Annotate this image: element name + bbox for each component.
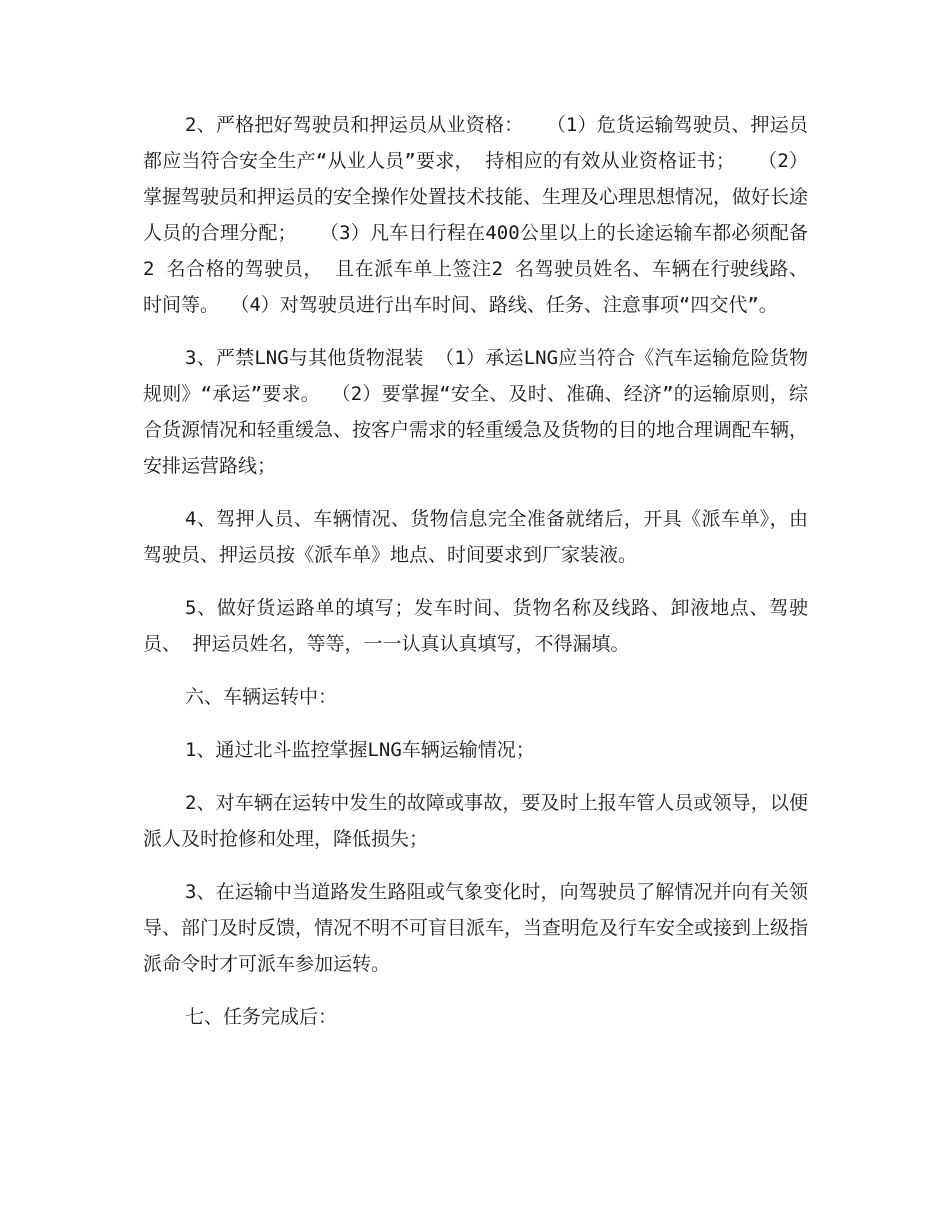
paragraph-lng-no-mixed-loading: 3、严禁LNG与其他货物混装 （1）承运LNG应当符合《汽车运输危险货物规则》“承运”要求。 （2）要掌握“安全、及时、准确、经济”的运输原则，综合货源情况和轻重缓急、按客户需求的轻重缓急及货物的目的地合理调配车辆，安排运营路线； xyxy=(143,347,809,477)
paragraph-dispatch-note: 4、驾押人员、车辆情况、货物信息完全准备就绪后，开具《派车单》，由驾驶员、押运员按《派车单》地点、时间要求到厂家装液。 xyxy=(143,508,808,566)
paragraph-fault-reporting: 2、对车辆在运转中发生的故障或事故，要及时上报车管人员或领导，以便派人及时抢修和处理，降低损失； xyxy=(143,792,808,850)
paragraph-driver-qualification: 2、严格把好驾驶员和押运员从业资格： （1）危货运输驾驶员、押运员都应当符合安全生产“从业人员”要求， 持相应的有效从业资格证书； （2）掌握驾驶员和押运员的安全操作处置技术技能、生理及心理思想情况，做好长途人员的合理分配； （3）凡车日行程在400公里以上的长途运输车都必须配备2 名合格的驾驶员， 且在派车单上签注2 名驾驶员姓名、车辆在行驶线路、时间等。 （4）对驾驶员进行出车时间、路线、任务、注意事项“四交代”。 xyxy=(143,114,809,316)
section-heading-task-completion: 七、任务完成后： xyxy=(185,1006,338,1028)
paragraph-road-weather: 3、在运输中当道路发生路阻或气象变化时，向驾驶员了解情况并向有关领导、部门及时反馈，情况不明不可盲目派车，当查明危及行车安全或接到上级指派命令时才可派车参加运转。 xyxy=(143,881,809,975)
document-body xyxy=(143,107,808,1052)
section-heading-vehicle-operation: 六、车辆运转中： xyxy=(185,686,338,708)
paragraph-beidou-monitoring: 1、通过北斗监控掌握LNG车辆运输情况； xyxy=(185,739,535,761)
paragraph-waybill: 5、做好货运路单的填写；发车时间、货物名称及线路、卸液地点、驾驶员、 押运员姓名，等等，一一认真认真填写，不得漏填。 xyxy=(143,597,808,655)
